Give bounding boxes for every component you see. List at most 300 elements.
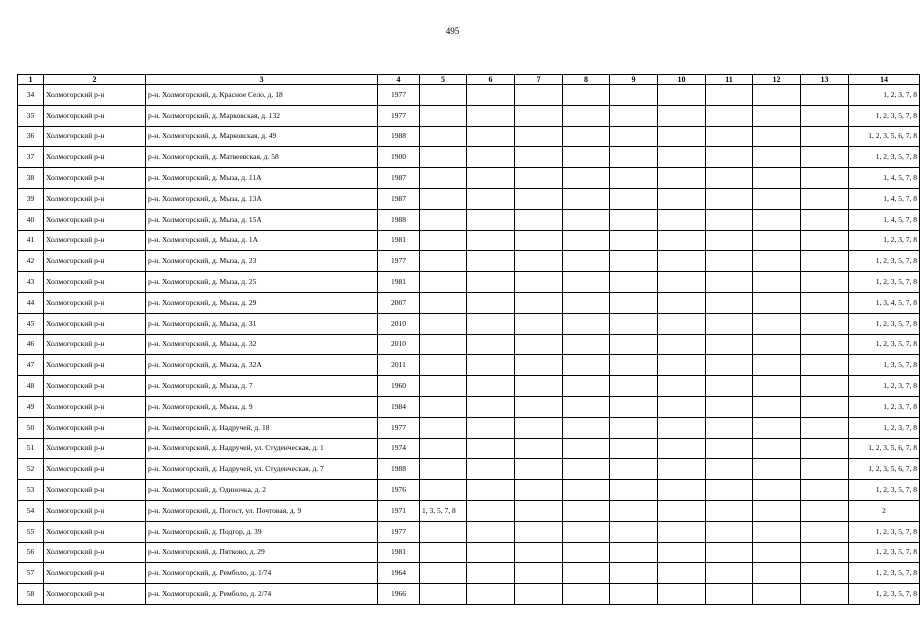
column-9-cell — [610, 272, 658, 293]
table-row — [18, 334, 920, 355]
column-8-cell — [563, 396, 610, 417]
row-number: 39 — [18, 188, 44, 209]
column-10-cell — [658, 147, 706, 168]
column-8-cell — [563, 272, 610, 293]
column-6-cell — [467, 334, 515, 355]
table-row — [18, 459, 920, 480]
column-7-cell — [515, 147, 563, 168]
column-14-cell: 1, 2, 3, 5, 7, 8 — [849, 563, 920, 584]
column-8-cell — [563, 459, 610, 480]
table-row — [18, 396, 920, 417]
column-7-cell — [515, 168, 563, 189]
column-7-cell — [515, 209, 563, 230]
column-5-cell — [420, 292, 467, 313]
column-11-cell — [706, 355, 753, 376]
year-cell: 1977 — [378, 251, 420, 272]
year-cell: 1976 — [378, 480, 420, 501]
year-cell: 1971 — [378, 500, 420, 521]
column-13-cell — [801, 563, 849, 584]
address-cell: р-н. Холмогорский, д. Подгор, д. 39 — [146, 521, 378, 542]
table-row — [18, 85, 920, 106]
district-cell: Холмогорский р-н — [44, 355, 146, 376]
column-7-cell — [515, 313, 563, 334]
column-5-cell — [420, 313, 467, 334]
column-5-cell — [420, 188, 467, 209]
column-header-8: 8 — [563, 75, 610, 85]
column-9-cell — [610, 168, 658, 189]
column-8-cell — [563, 251, 610, 272]
column-6-cell — [467, 376, 515, 397]
year-cell: 1966 — [378, 584, 420, 605]
column-header-9: 9 — [610, 75, 658, 85]
column-10-cell — [658, 251, 706, 272]
column-13-cell — [801, 417, 849, 438]
column-9-cell — [610, 105, 658, 126]
column-7-cell — [515, 355, 563, 376]
column-7-cell — [515, 85, 563, 106]
column-5-cell — [420, 85, 467, 106]
column-12-cell — [753, 376, 801, 397]
column-5-cell — [420, 209, 467, 230]
column-13-cell — [801, 209, 849, 230]
column-5-cell — [420, 251, 467, 272]
district-cell: Холмогорский р-н — [44, 563, 146, 584]
table-row — [18, 188, 920, 209]
page-number: 495 — [445, 26, 460, 36]
row-number: 53 — [18, 480, 44, 501]
column-9-cell — [610, 313, 658, 334]
district-cell: Холмогорский р-н — [44, 230, 146, 251]
column-7-cell — [515, 292, 563, 313]
district-cell: Холмогорский р-н — [44, 376, 146, 397]
table-row — [18, 209, 920, 230]
column-7-cell — [515, 459, 563, 480]
column-7-cell — [515, 126, 563, 147]
year-cell: 1981 — [378, 230, 420, 251]
column-10-cell — [658, 542, 706, 563]
district-cell: Холмогорский р-н — [44, 417, 146, 438]
column-6-cell — [467, 168, 515, 189]
column-14-cell: 1, 2, 3, 5, 6, 7, 8 — [849, 126, 920, 147]
column-6-cell — [467, 542, 515, 563]
column-9-cell — [610, 459, 658, 480]
column-11-cell — [706, 209, 753, 230]
column-10-cell — [658, 188, 706, 209]
column-14-cell: 1, 2, 3, 5, 7, 8 — [849, 521, 920, 542]
column-header-13: 13 — [801, 75, 849, 85]
district-cell: Холмогорский р-н — [44, 85, 146, 106]
column-8-cell — [563, 334, 610, 355]
column-13-cell — [801, 85, 849, 106]
column-13-cell — [801, 438, 849, 459]
address-cell: р-н. Холмогорский, д. Мыза, д. 23 — [146, 251, 378, 272]
row-number: 57 — [18, 563, 44, 584]
table-row — [18, 147, 920, 168]
district-cell: Холмогорский р-н — [44, 313, 146, 334]
row-number: 40 — [18, 209, 44, 230]
address-cell: р-н. Холмогорский, д. Мыза, д. 13А — [146, 188, 378, 209]
year-cell: 1988 — [378, 209, 420, 230]
column-header-7: 7 — [515, 75, 563, 85]
column-10-cell — [658, 272, 706, 293]
column-7-cell — [515, 376, 563, 397]
table-row — [18, 521, 920, 542]
column-12-cell — [753, 126, 801, 147]
column-11-cell — [706, 251, 753, 272]
column-11-cell — [706, 521, 753, 542]
table-row — [18, 105, 920, 126]
column-13-cell — [801, 251, 849, 272]
address-cell: р-н. Холмогорский, д. Мыза, д. 11А — [146, 168, 378, 189]
year-cell: 1900 — [378, 147, 420, 168]
year-cell: 1987 — [378, 168, 420, 189]
column-7-cell — [515, 563, 563, 584]
column-7-cell — [515, 500, 563, 521]
district-cell: Холмогорский р-н — [44, 168, 146, 189]
address-cell: р-н. Холмогорский, д. Мыза, д. 7 — [146, 376, 378, 397]
column-14-cell: 1, 2, 3, 5, 7, 8 — [849, 251, 920, 272]
column-12-cell — [753, 417, 801, 438]
column-7-cell — [515, 480, 563, 501]
column-10-cell — [658, 168, 706, 189]
column-5-cell — [420, 542, 467, 563]
column-7-cell — [515, 188, 563, 209]
column-12-cell — [753, 584, 801, 605]
column-11-cell — [706, 480, 753, 501]
column-12-cell — [753, 396, 801, 417]
address-cell: р-н. Холмогорский, д. Марковская, д. 132 — [146, 105, 378, 126]
district-cell: Холмогорский р-н — [44, 188, 146, 209]
column-13-cell — [801, 542, 849, 563]
column-8-cell — [563, 85, 610, 106]
year-cell: 1981 — [378, 272, 420, 293]
column-6-cell — [467, 417, 515, 438]
year-cell: 1977 — [378, 105, 420, 126]
column-5-cell — [420, 126, 467, 147]
column-12-cell — [753, 438, 801, 459]
column-14-cell: 1, 2, 3, 7, 8 — [849, 376, 920, 397]
district-cell: Холмогорский р-н — [44, 584, 146, 605]
column-8-cell — [563, 209, 610, 230]
column-5-cell — [420, 334, 467, 355]
column-14-cell: 1, 2, 3, 7, 8 — [849, 85, 920, 106]
column-10-cell — [658, 292, 706, 313]
column-11-cell — [706, 105, 753, 126]
column-6-cell — [467, 188, 515, 209]
row-number: 55 — [18, 521, 44, 542]
year-cell: 1981 — [378, 542, 420, 563]
column-6-cell — [467, 292, 515, 313]
column-10-cell — [658, 85, 706, 106]
column-7-cell — [515, 230, 563, 251]
column-7-cell — [515, 542, 563, 563]
district-cell: Холмогорский р-н — [44, 105, 146, 126]
column-12-cell — [753, 500, 801, 521]
district-cell: Холмогорский р-н — [44, 147, 146, 168]
column-12-cell — [753, 334, 801, 355]
column-12-cell — [753, 85, 801, 106]
table-row — [18, 355, 920, 376]
year-cell: 1974 — [378, 438, 420, 459]
column-5-cell — [420, 376, 467, 397]
address-cell: р-н. Холмогорский, д. Пятково, д. 29 — [146, 542, 378, 563]
year-cell: 2011 — [378, 355, 420, 376]
column-10-cell — [658, 500, 706, 521]
column-12-cell — [753, 272, 801, 293]
column-7-cell — [515, 417, 563, 438]
column-header-14: 14 — [849, 75, 920, 85]
address-cell: р-н. Холмогорский, д. Ремболо, д. 2/74 — [146, 584, 378, 605]
column-7-cell — [515, 396, 563, 417]
year-cell: 1977 — [378, 417, 420, 438]
column-13-cell — [801, 313, 849, 334]
column-11-cell — [706, 292, 753, 313]
column-10-cell — [658, 584, 706, 605]
column-5-cell — [420, 563, 467, 584]
column-14-cell: 1, 2, 3, 5, 7, 8 — [849, 313, 920, 334]
district-cell: Холмогорский р-н — [44, 334, 146, 355]
column-13-cell — [801, 126, 849, 147]
column-10-cell — [658, 376, 706, 397]
column-11-cell — [706, 584, 753, 605]
row-number: 47 — [18, 355, 44, 376]
column-10-cell — [658, 396, 706, 417]
column-8-cell — [563, 438, 610, 459]
column-10-cell — [658, 334, 706, 355]
column-13-cell — [801, 459, 849, 480]
year-cell: 1988 — [378, 459, 420, 480]
row-number: 36 — [18, 126, 44, 147]
address-cell: р-н. Холмогорский, д. Надручей, ул. Студенческая, д. 1 — [146, 438, 378, 459]
table-row — [18, 292, 920, 313]
column-6-cell — [467, 272, 515, 293]
row-number: 45 — [18, 313, 44, 334]
column-header-5: 5 — [420, 75, 467, 85]
column-12-cell — [753, 230, 801, 251]
column-header-12: 12 — [753, 75, 801, 85]
column-header-4: 4 — [378, 75, 420, 85]
column-8-cell — [563, 584, 610, 605]
column-10-cell — [658, 230, 706, 251]
column-9-cell — [610, 209, 658, 230]
column-8-cell — [563, 313, 610, 334]
header-row — [18, 75, 920, 85]
table-row — [18, 272, 920, 293]
column-14-cell: 1, 2, 3, 5, 7, 8 — [849, 480, 920, 501]
column-14-cell: 1, 2, 3, 5, 7, 8 — [849, 147, 920, 168]
column-14-cell: 1, 2, 3, 7, 8 — [849, 230, 920, 251]
column-12-cell — [753, 188, 801, 209]
column-7-cell — [515, 521, 563, 542]
column-6-cell — [467, 105, 515, 126]
column-6-cell — [467, 500, 515, 521]
column-9-cell — [610, 417, 658, 438]
column-9-cell — [610, 147, 658, 168]
column-12-cell — [753, 521, 801, 542]
column-5-cell — [420, 272, 467, 293]
column-13-cell — [801, 188, 849, 209]
column-8-cell — [563, 105, 610, 126]
column-7-cell — [515, 272, 563, 293]
column-14-cell: 1, 4, 5, 7, 8 — [849, 209, 920, 230]
address-cell: р-н. Холмогорский, д. Мыза, д. 29 — [146, 292, 378, 313]
column-5-cell — [420, 584, 467, 605]
address-cell: р-н. Холмогорский, д. Мыза, д. 32 — [146, 334, 378, 355]
column-7-cell — [515, 438, 563, 459]
column-12-cell — [753, 459, 801, 480]
column-11-cell — [706, 417, 753, 438]
year-cell: 2007 — [378, 292, 420, 313]
row-number: 49 — [18, 396, 44, 417]
column-5-cell — [420, 459, 467, 480]
column-5-cell — [420, 168, 467, 189]
column-header-3: 3 — [146, 75, 378, 85]
address-cell: р-н. Холмогорский, д. Мыза, д. 1А — [146, 230, 378, 251]
column-9-cell — [610, 292, 658, 313]
column-6-cell — [467, 126, 515, 147]
column-13-cell — [801, 396, 849, 417]
column-14-cell: 1, 4, 5, 7, 8 — [849, 168, 920, 189]
column-6-cell — [467, 459, 515, 480]
column-13-cell — [801, 480, 849, 501]
column-12-cell — [753, 313, 801, 334]
column-9-cell — [610, 126, 658, 147]
column-14-cell: 1, 2, 3, 5, 7, 8 — [849, 334, 920, 355]
column-14-cell: 1, 4, 5, 7, 8 — [849, 188, 920, 209]
year-cell: 1984 — [378, 396, 420, 417]
column-8-cell — [563, 376, 610, 397]
column-12-cell — [753, 105, 801, 126]
column-6-cell — [467, 251, 515, 272]
column-14-cell: 1, 2, 3, 5, 7, 8 — [849, 105, 920, 126]
column-9-cell — [610, 542, 658, 563]
column-13-cell — [801, 230, 849, 251]
column-10-cell — [658, 105, 706, 126]
column-8-cell — [563, 355, 610, 376]
column-8-cell — [563, 480, 610, 501]
column-7-cell — [515, 584, 563, 605]
column-6-cell — [467, 396, 515, 417]
housing-registry-table — [17, 74, 920, 605]
column-14-cell: 1, 2, 3, 5, 6, 7, 8 — [849, 459, 920, 480]
table-row — [18, 376, 920, 397]
table-row — [18, 500, 920, 521]
column-9-cell — [610, 500, 658, 521]
column-5-cell — [420, 396, 467, 417]
column-13-cell — [801, 355, 849, 376]
row-number: 44 — [18, 292, 44, 313]
column-14-cell: 1, 2, 3, 5, 7, 8 — [849, 272, 920, 293]
column-8-cell — [563, 417, 610, 438]
address-cell: р-н. Холмогорский, д. Ремболо, д. 1/74 — [146, 563, 378, 584]
column-5-cell — [420, 480, 467, 501]
table-row — [18, 126, 920, 147]
column-header-2: 2 — [44, 75, 146, 85]
column-9-cell — [610, 230, 658, 251]
column-8-cell — [563, 188, 610, 209]
column-10-cell — [658, 563, 706, 584]
column-10-cell — [658, 417, 706, 438]
table-row — [18, 168, 920, 189]
column-13-cell — [801, 292, 849, 313]
column-5-cell — [420, 105, 467, 126]
column-6-cell — [467, 85, 515, 106]
column-6-cell — [467, 480, 515, 501]
row-number: 52 — [18, 459, 44, 480]
year-cell: 1960 — [378, 376, 420, 397]
column-6-cell — [467, 563, 515, 584]
column-9-cell — [610, 355, 658, 376]
column-11-cell — [706, 272, 753, 293]
district-cell: Холмогорский р-н — [44, 396, 146, 417]
column-13-cell — [801, 500, 849, 521]
column-12-cell — [753, 480, 801, 501]
row-number: 38 — [18, 168, 44, 189]
column-9-cell — [610, 85, 658, 106]
table-row — [18, 230, 920, 251]
district-cell: Холмогорский р-н — [44, 480, 146, 501]
column-13-cell — [801, 584, 849, 605]
column-6-cell — [467, 147, 515, 168]
column-9-cell — [610, 188, 658, 209]
column-5-cell — [420, 417, 467, 438]
table-row — [18, 563, 920, 584]
address-cell: р-н. Холмогорский, д. Надручей, д. 18 — [146, 417, 378, 438]
district-cell: Холмогорский р-н — [44, 459, 146, 480]
column-14-cell: 2 — [849, 500, 920, 521]
column-7-cell — [515, 334, 563, 355]
column-11-cell — [706, 126, 753, 147]
column-13-cell — [801, 334, 849, 355]
column-12-cell — [753, 542, 801, 563]
column-7-cell — [515, 105, 563, 126]
column-8-cell — [563, 168, 610, 189]
district-cell: Холмогорский р-н — [44, 272, 146, 293]
column-9-cell — [610, 334, 658, 355]
column-8-cell — [563, 147, 610, 168]
district-cell: Холмогорский р-н — [44, 542, 146, 563]
column-12-cell — [753, 147, 801, 168]
column-9-cell — [610, 563, 658, 584]
address-cell: р-н. Холмогорский, д. Марковская, д. 49 — [146, 126, 378, 147]
column-12-cell — [753, 209, 801, 230]
address-cell: р-н. Холмогорский, д. Одиночка, д. 2 — [146, 480, 378, 501]
address-cell: р-н. Холмогорский, д. Надручей, ул. Студенческая, д. 7 — [146, 459, 378, 480]
column-6-cell — [467, 313, 515, 334]
address-cell: р-н. Холмогорский, д. Мыза, д. 15А — [146, 209, 378, 230]
column-8-cell — [563, 500, 610, 521]
column-header-6: 6 — [467, 75, 515, 85]
address-cell: р-н. Холмогорский, д. Мыза, д. 9 — [146, 396, 378, 417]
row-number: 50 — [18, 417, 44, 438]
column-13-cell — [801, 168, 849, 189]
column-12-cell — [753, 292, 801, 313]
column-11-cell — [706, 500, 753, 521]
column-8-cell — [563, 230, 610, 251]
column-5-cell — [420, 147, 467, 168]
column-5-cell — [420, 438, 467, 459]
column-6-cell — [467, 209, 515, 230]
column-13-cell — [801, 105, 849, 126]
column-9-cell — [610, 396, 658, 417]
column-header-1: 1 — [18, 75, 44, 85]
row-number: 56 — [18, 542, 44, 563]
column-10-cell — [658, 313, 706, 334]
row-number: 41 — [18, 230, 44, 251]
column-11-cell — [706, 542, 753, 563]
column-11-cell — [706, 230, 753, 251]
address-cell: р-н. Холмогорский, д. Погост, ул. Почтовая, д. 9 — [146, 500, 378, 521]
